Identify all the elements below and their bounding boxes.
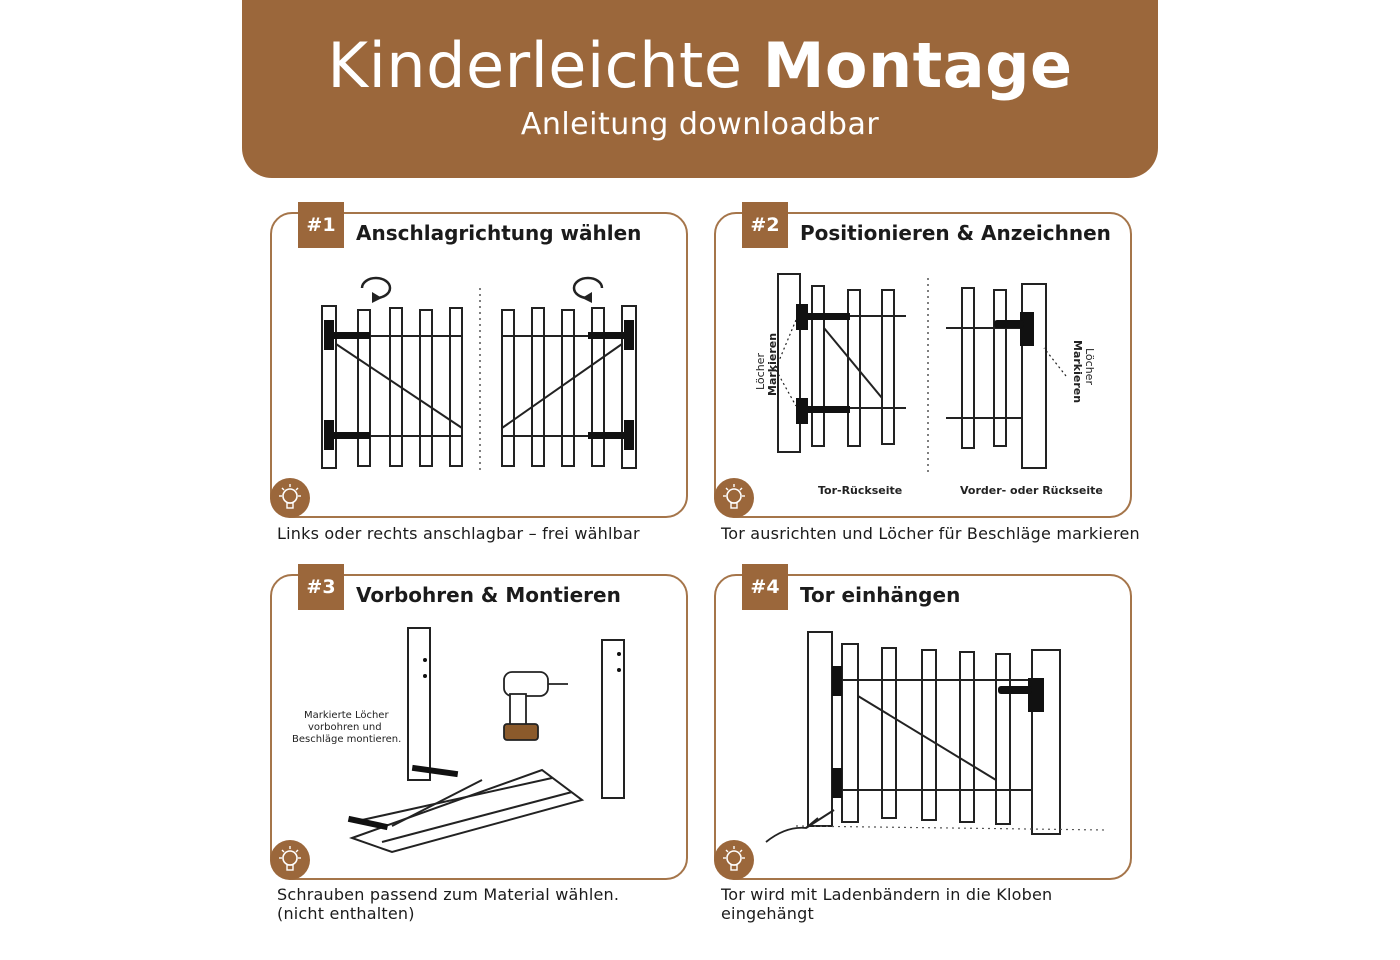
step-number-badge: #3 bbox=[298, 564, 344, 610]
gate-hinge-direction-illustration bbox=[292, 258, 666, 480]
lightbulb-icon bbox=[714, 478, 754, 518]
step-title: Positionieren & Anzeichnen bbox=[800, 221, 1111, 245]
step-card-3 bbox=[270, 574, 688, 880]
note-line: vorbohren und bbox=[308, 722, 382, 733]
caption-line: Tor ausrichten und Löcher für Beschläge markieren bbox=[721, 524, 1140, 543]
lightbulb-icon bbox=[270, 478, 310, 518]
mark-label-light: Löcher bbox=[754, 353, 767, 390]
gate-marking-illustration bbox=[736, 258, 1110, 497]
drilling-mounting-illustration bbox=[292, 620, 666, 842]
mark-label-bold-right: Markieren bbox=[1071, 340, 1084, 404]
svg-text:Markieren bbox=[766, 333, 779, 396]
right-view-label: Vorder- oder Rückseite bbox=[960, 484, 1103, 497]
title-bold: Montage bbox=[762, 29, 1073, 102]
note-line: Markierte Löcher bbox=[304, 710, 389, 721]
mark-label-light-right: Löcher bbox=[1083, 348, 1096, 385]
step-title: Tor einhängen bbox=[800, 583, 961, 607]
lightbulb-icon bbox=[714, 840, 754, 880]
step-card-1 bbox=[270, 212, 688, 518]
svg-text:Markieren bbox=[1071, 340, 1084, 403]
left-view-label: Tor-Rückseite bbox=[818, 484, 903, 497]
step-number-badge: #1 bbox=[298, 202, 344, 248]
hanging-gate-illustration bbox=[736, 620, 1110, 842]
header-banner bbox=[242, 0, 1158, 178]
svg-text:Löcher bbox=[1083, 348, 1096, 385]
caption-line: Schrauben passend zum Material wählen. bbox=[277, 885, 620, 904]
lightbulb-icon bbox=[270, 840, 310, 880]
step-card-2 bbox=[714, 212, 1132, 518]
page-title bbox=[242, 26, 1158, 106]
step-number-badge: #4 bbox=[742, 564, 788, 610]
step-caption-1 bbox=[277, 524, 640, 543]
note-line: Beschläge montieren. bbox=[292, 734, 402, 745]
caption-line: (nicht enthalten) bbox=[277, 904, 415, 923]
page-subtitle: Anleitung downloadbar bbox=[520, 107, 880, 142]
svg-text:Markierte Löcher vorbohr bbox=[292, 710, 401, 745]
step-caption-4 bbox=[721, 885, 1052, 923]
step-number-badge: #2 bbox=[742, 202, 788, 248]
caption-line: eingehängt bbox=[721, 904, 814, 923]
mark-label-bold: Markieren bbox=[766, 332, 779, 396]
step-title: Vorbohren & Montieren bbox=[356, 583, 621, 607]
step-title: Anschlagrichtung wählen bbox=[356, 221, 642, 245]
caption-line: Links oder rechts anschlagbar – frei wählbar bbox=[277, 524, 640, 543]
step-caption-3 bbox=[277, 885, 619, 923]
caption-line: Tor wird mit Ladenbändern in die Kloben bbox=[721, 885, 1053, 904]
step-caption-2 bbox=[721, 524, 1140, 543]
title-light: Kinderleichte bbox=[327, 29, 743, 102]
step-card-4 bbox=[714, 574, 1132, 880]
